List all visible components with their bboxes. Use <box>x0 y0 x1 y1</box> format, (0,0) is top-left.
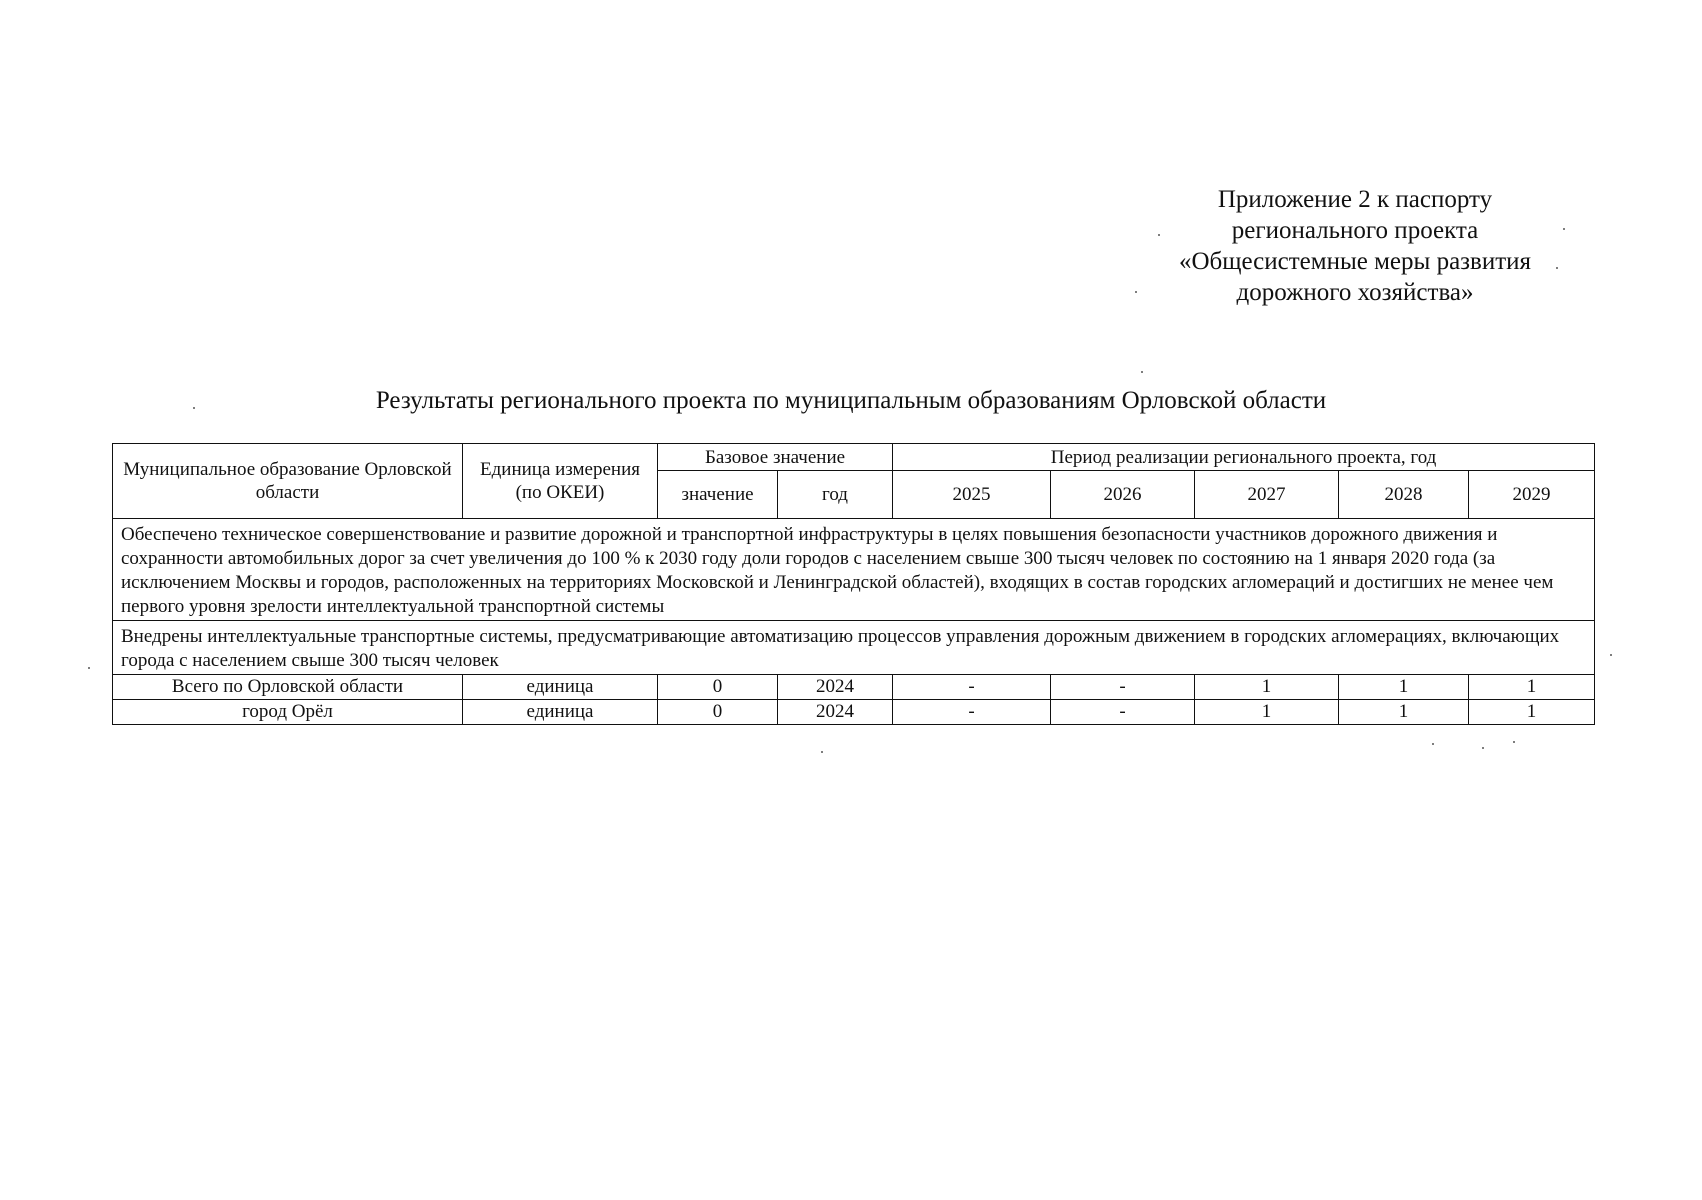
header-base-value: Базовое значение <box>658 444 893 471</box>
header-base-value-value: значение <box>658 471 778 519</box>
header-unit: Единица измерения (по ОКЕИ) <box>463 444 658 519</box>
header-year: 2027 <box>1195 471 1339 519</box>
results-table <box>112 443 1595 725</box>
scan-speck <box>1610 654 1612 656</box>
scan-speck <box>1158 234 1160 236</box>
scan-speck <box>1432 743 1434 745</box>
cell-value-2026: - <box>1051 675 1195 700</box>
document-title: Результаты регионального проекта по муниципальным образованиям Орловской области <box>375 387 1327 414</box>
cell-value-2027: 1 <box>1195 700 1339 725</box>
header-year: 2028 <box>1339 471 1469 519</box>
cell-base-value: 0 <box>658 700 778 725</box>
cell-base-value: 0 <box>658 675 778 700</box>
annex-line: дорожного хозяйства» <box>1236 279 1474 306</box>
scan-speck <box>1135 291 1137 293</box>
header-base-value-year: год <box>778 471 893 519</box>
cell-base-year: 2024 <box>778 700 893 725</box>
cell-unit: единица <box>463 700 658 725</box>
annex-line: регионального проекта <box>1231 217 1479 244</box>
cell-value-2028: 1 <box>1339 675 1469 700</box>
annex-line: Приложение 2 к паспорту <box>1217 186 1493 213</box>
goal-text: Обеспечено техническое совершенствование и развитие дорожной и транспортной инфраструктуры в целях повышения безопасности участников дорожного движения и сохранности автомобильных дорог за счет увеличения до 100 % к 2030 году доли городов с населением свыше 300 тысяч человек по состоянию на 1 января 2020 года (за исключением Москвы и городов, расположенных на территориях Московской и Ленинградской областей), входящих в состав городских агломераций и достигших не менее чем первого уровня зрелости интеллектуальной транспортной системы <box>113 519 1595 621</box>
cell-value-2026: - <box>1051 700 1195 725</box>
annex-note <box>1140 184 1570 308</box>
scan-speck <box>88 667 90 669</box>
header-period: Период реализации регионального проекта, год <box>893 444 1595 471</box>
header-municipality: Муниципальное образование Орловской области <box>113 444 463 519</box>
cell-value-2025: - <box>893 675 1051 700</box>
cell-value-2028: 1 <box>1339 700 1469 725</box>
header-year: 2025 <box>893 471 1051 519</box>
result-row <box>113 621 1595 675</box>
header-row <box>113 444 1595 471</box>
cell-municipality: Всего по Орловской области <box>113 675 463 700</box>
result-text: Внедрены интеллектуальные транспортные системы, предусматривающие автоматизацию процессов управления дорожным движением в городских агломерациях, включающих города с населением свыше 300 тысяч человек <box>113 621 1595 675</box>
cell-value-2029: 1 <box>1469 675 1595 700</box>
table-row <box>113 700 1595 725</box>
annex-line: «Общесистемные меры развития <box>1178 248 1532 275</box>
scan-speck <box>1556 267 1558 269</box>
header-year: 2029 <box>1469 471 1595 519</box>
cell-unit: единица <box>463 675 658 700</box>
table-row <box>113 675 1595 700</box>
goal-row <box>113 519 1595 621</box>
scan-speck <box>1482 747 1484 749</box>
scan-speck <box>1563 228 1565 230</box>
cell-base-year: 2024 <box>778 675 893 700</box>
cell-municipality: город Орёл <box>113 700 463 725</box>
scan-speck <box>1513 741 1515 743</box>
cell-value-2025: - <box>893 700 1051 725</box>
scan-speck <box>193 407 195 409</box>
cell-value-2029: 1 <box>1469 700 1595 725</box>
scan-speck <box>1141 371 1143 373</box>
scan-speck <box>821 751 823 753</box>
cell-value-2027: 1 <box>1195 675 1339 700</box>
header-year: 2026 <box>1051 471 1195 519</box>
